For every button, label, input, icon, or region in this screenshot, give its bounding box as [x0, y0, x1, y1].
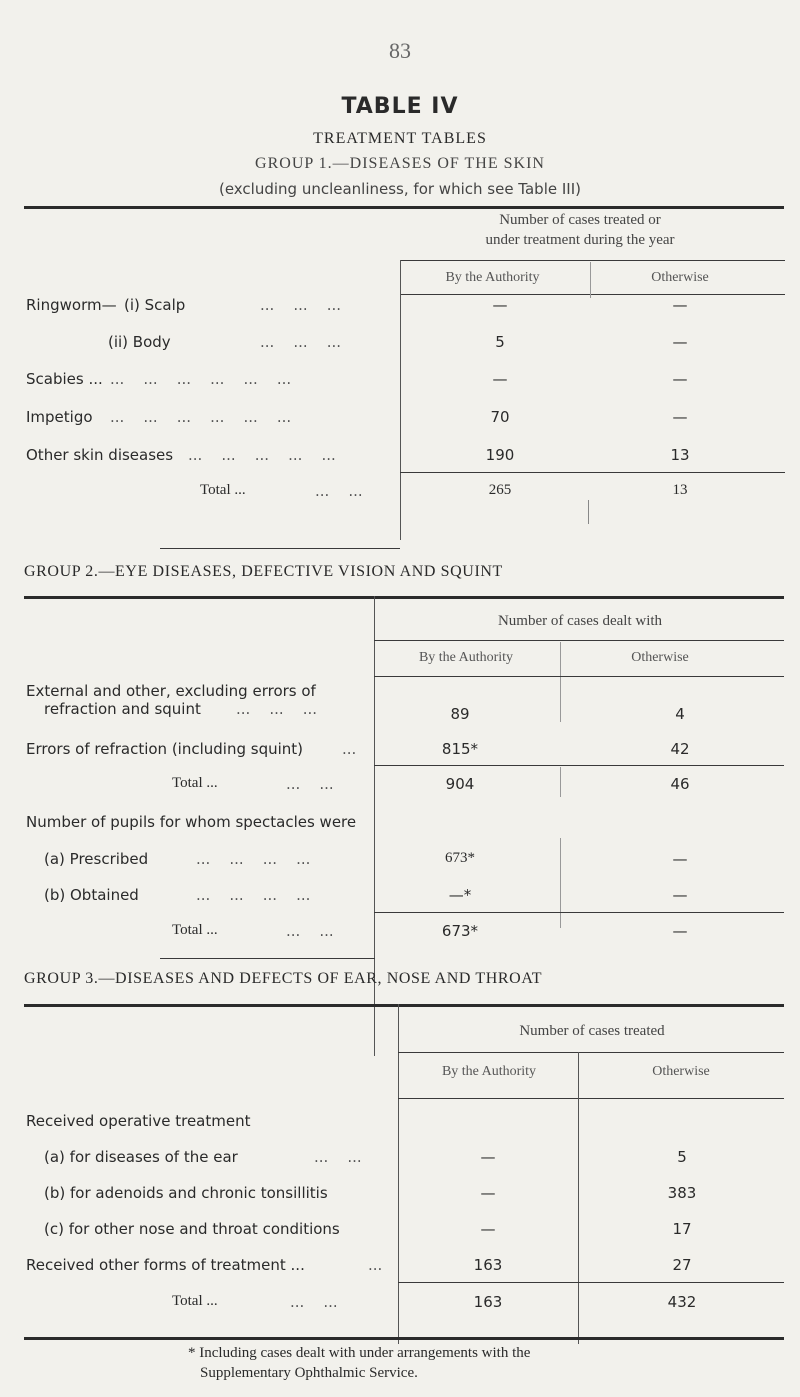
- group3-row-label: Received operative treatment: [26, 1112, 251, 1130]
- group3-header-rule: [398, 1052, 784, 1053]
- group2-row-dots: ... ... ...: [236, 700, 318, 718]
- group1-total-label: Total ...: [200, 482, 246, 498]
- group1-row-label: Impetigo: [26, 408, 93, 426]
- group3-row-dots: ... ...: [314, 1148, 362, 1166]
- group2-row-dots: ... ... ... ...: [196, 850, 311, 868]
- group1-col-authority: By the Authority: [445, 270, 540, 285]
- group3-row-label: Received other forms of treatment ...: [26, 1256, 305, 1274]
- group1-row-authority: —: [492, 296, 508, 314]
- group3-title: GROUP 3.—DISEASES AND DEFECTS OF EAR, NOSE AND THROAT: [24, 970, 543, 987]
- group1-row-otherwise: —: [672, 370, 688, 388]
- group3-row-otherwise: 17: [672, 1220, 692, 1238]
- group3-row-label: (b) for adenoids and chronic tonsillitis: [44, 1184, 328, 1202]
- group2-col-authority: By the Authority: [418, 650, 514, 665]
- group1-total-rule: [400, 472, 785, 473]
- group3-total-authority: 163: [473, 1293, 503, 1311]
- group2-row-label: Errors of refraction (including squint): [26, 740, 304, 758]
- group1-row-label: Scabies ...: [26, 370, 103, 388]
- group2-total2-rule: [374, 912, 784, 913]
- group1-header-line2: under treatment during the year: [485, 232, 675, 248]
- group1-top-rule: [24, 206, 784, 209]
- group2-row-dots: ...: [342, 740, 357, 758]
- group3-top-rule: [24, 1004, 784, 1007]
- group3-total-otherwise: 432: [667, 1293, 697, 1311]
- group1-total-authority: 265: [488, 482, 512, 498]
- group2-row-label: Number of pupils for whom spectacles were: [26, 813, 357, 831]
- group2-header: Number of cases dealt with: [497, 613, 663, 629]
- group2-total-rule: [374, 765, 784, 766]
- group2-row-otherwise: 4: [675, 705, 685, 723]
- group1-header-line1: Number of cases treated or: [499, 212, 661, 228]
- group2-row-authority: —*: [448, 886, 472, 904]
- group2-row-otherwise: —: [672, 850, 688, 868]
- group1-row-authority: —: [492, 370, 508, 388]
- table-subtitle: TREATMENT TABLES: [313, 130, 487, 147]
- group2-row-label: (b) Obtained: [44, 886, 139, 904]
- group2-row-dots: ... ...: [286, 775, 334, 793]
- group1-row-label: (i) Scalp: [124, 296, 186, 314]
- group2-col-rule: [374, 676, 784, 677]
- group3-vline-mid: [578, 1052, 579, 1344]
- group1-vline-mid: [590, 262, 591, 298]
- group2-row-authority: 815*: [441, 740, 479, 758]
- group2-row-dots: ... ... ... ...: [196, 886, 311, 904]
- group2-row-otherwise: 42: [670, 740, 690, 758]
- group3-total-label: Total ...: [172, 1293, 218, 1309]
- group3-row-authority: —: [480, 1220, 496, 1238]
- group1-row-dots: ... ...: [315, 482, 363, 500]
- group2-total-authority: 904: [445, 775, 475, 793]
- group3-row-otherwise: 27: [672, 1256, 692, 1274]
- group1-row-dots: ... ... ... ... ...: [188, 446, 336, 464]
- group3-row-authority: —: [480, 1148, 496, 1166]
- group1-vline-left: [400, 260, 401, 540]
- group2-total2-label: Total ...: [172, 922, 218, 938]
- group1-row-label: (ii) Body: [108, 333, 171, 351]
- group3-col-otherwise: Otherwise: [652, 1064, 710, 1079]
- group1-row-prefix: Ringworm—: [26, 296, 117, 314]
- group3-row-authority: —: [480, 1184, 496, 1202]
- group2-row-dots: ... ...: [286, 922, 334, 940]
- group1-col-otherwise: Otherwise: [651, 270, 709, 285]
- group3-row-dots: ... ...: [290, 1293, 338, 1311]
- group1-header-rule: [400, 260, 785, 261]
- group2-total2-authority: 673*: [441, 922, 479, 940]
- group1-row-otherwise: —: [672, 296, 688, 314]
- group2-header-rule: [374, 640, 784, 641]
- group1-row-authority: 190: [485, 446, 515, 464]
- group1-total-otherwise: 13: [672, 482, 688, 498]
- group2-bottom-rule: [160, 958, 375, 959]
- group2-row-otherwise: —: [672, 886, 688, 904]
- group1-row-authority: 5: [495, 333, 505, 351]
- group3-total-rule: [398, 1282, 784, 1283]
- group1-row-dots: ... ... ... ... ... ...: [110, 408, 292, 426]
- group1-col-rule: [400, 294, 785, 295]
- group2-vline-mid2: [560, 838, 561, 928]
- group1-row-dots: ... ... ...: [260, 333, 342, 351]
- group2-top-rule: [24, 596, 784, 599]
- group2-row-label: (a) Prescribed: [44, 850, 149, 868]
- group1-row-dots: ... ... ... ... ... ...: [110, 370, 292, 388]
- page-number: 83: [389, 38, 411, 63]
- group1-note: (excluding uncleanliness, for which see Table III): [218, 180, 581, 198]
- group2-total-label: Total ...: [172, 775, 218, 791]
- group1-row-otherwise: —: [672, 333, 688, 351]
- group2-total-otherwise: 46: [670, 775, 690, 793]
- table-title: TABLE IV: [341, 94, 459, 119]
- group3-col-rule: [398, 1098, 784, 1099]
- group2-row-label2: refraction and squint: [44, 700, 201, 718]
- footnote-line1: * Including cases dealt with under arrangements with the: [188, 1345, 531, 1361]
- group3-row-label: (a) for diseases of the ear: [44, 1148, 238, 1166]
- group1-vline-total: [588, 500, 589, 524]
- group2-col-otherwise: Otherwise: [631, 650, 689, 665]
- group3-row-otherwise: 383: [667, 1184, 697, 1202]
- group3-row-dots: ...: [368, 1256, 383, 1274]
- group1-row-authority: 70: [490, 408, 510, 426]
- group2-row-authority: 673*: [445, 850, 475, 866]
- group1-row-otherwise: 13: [670, 446, 690, 464]
- group1-row-dots: ... ... ...: [260, 296, 342, 314]
- group2-vline-mid: [560, 642, 561, 722]
- group1-title: GROUP 1.—DISEASES OF THE SKIN: [255, 155, 545, 172]
- group3-bottom-rule: [24, 1337, 784, 1340]
- group3-row-otherwise: 5: [677, 1148, 687, 1166]
- group1-row-otherwise: —: [672, 408, 688, 426]
- group3-header: Number of cases treated: [519, 1023, 665, 1039]
- group2-total2-otherwise: —: [672, 922, 688, 940]
- group1-bottom-rule: [160, 548, 400, 549]
- group2-row-authority: 89: [450, 705, 470, 723]
- group3-row-authority: 163: [473, 1256, 503, 1274]
- group2-vline-total: [560, 767, 561, 797]
- group1-row-label: Other skin diseases: [26, 446, 174, 464]
- group2-title: GROUP 2.—EYE DISEASES, DEFECTIVE VISION AND SQUINT: [24, 563, 503, 580]
- group3-col-authority: By the Authority: [441, 1064, 537, 1079]
- group3-vline-left: [398, 1004, 399, 1344]
- group3-row-label: (c) for other nose and throat conditions: [44, 1220, 340, 1238]
- group2-row-label: External and other, excluding errors of: [26, 682, 316, 700]
- footnote-line2: Supplementary Ophthalmic Service.: [200, 1365, 418, 1381]
